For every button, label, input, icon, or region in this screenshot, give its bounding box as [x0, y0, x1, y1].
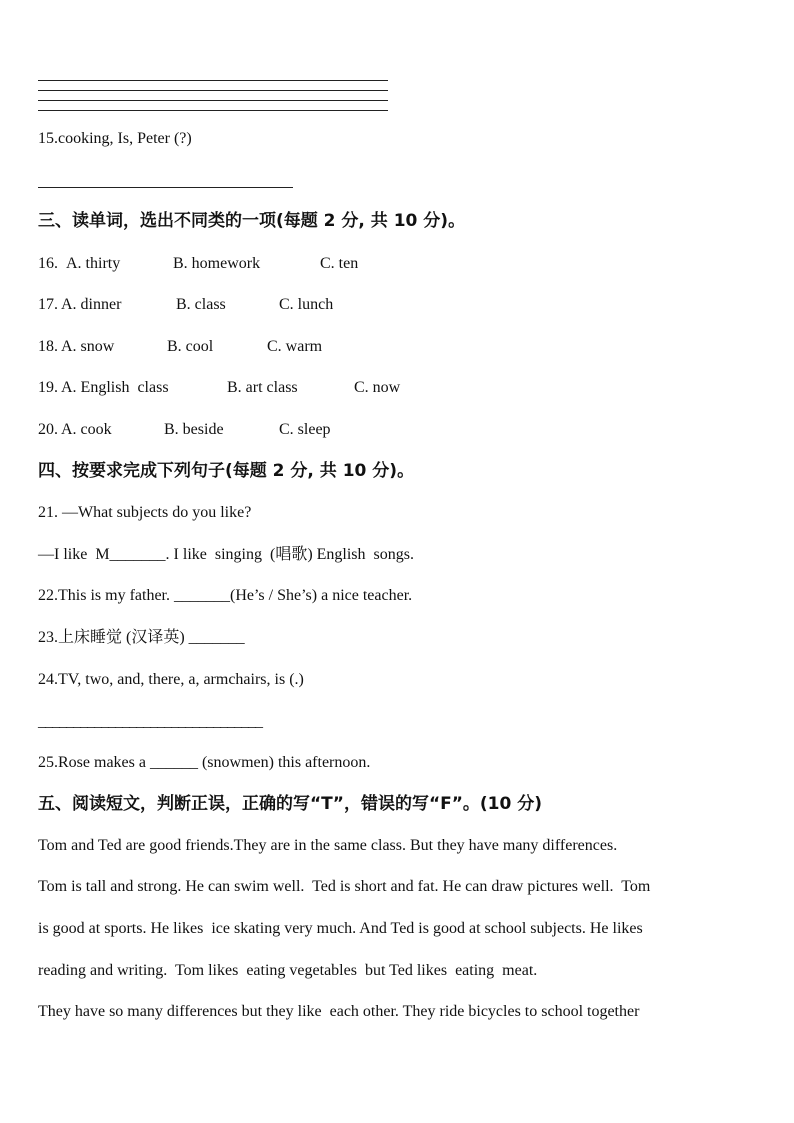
question-22: 22.This is my father. _______(He’s / She’s) a nice teacher. [38, 587, 413, 604]
passage-line-1: Tom and Ted are good friends.They are in the same class. But they have many differences. [38, 837, 618, 854]
answer-rule-2 [38, 90, 388, 91]
answer-rule-1 [38, 80, 388, 81]
question-19-number: 19. [38, 379, 58, 396]
q18-option-a: A. snow [61, 338, 115, 355]
passage-line-5: They have so many differences but they like each other. They ride bicycles to school together [38, 1003, 640, 1020]
q18-option-c: C. warm [267, 338, 323, 355]
question-18 [38, 337, 58, 357]
question-16 [38, 254, 58, 274]
passage-line-4: reading and writing. Tom likes eating vegetables but Ted likes eating meat. [38, 962, 538, 979]
q19-option-a: A. English class [61, 379, 169, 396]
section-4-title: 四、按要求完成下列句子(每题 2 分, 共 10 分)。 [38, 461, 415, 481]
section-3-title: 三、读单词，选出不同类的一项(每题 2 分, 共 10 分)。 [38, 211, 466, 231]
q17-option-b: B. class [176, 296, 226, 313]
q16-option-c: C. ten [320, 255, 359, 272]
q16-option-b: B. homework [173, 255, 261, 272]
q17-option-c: C. lunch [279, 296, 334, 313]
question-23: 23.上床睡觉 (汉译英) _______ [38, 629, 245, 646]
q20-option-b: B. beside [164, 421, 224, 438]
question-19 [38, 378, 58, 398]
question-15: 15.cooking, Is, Peter (?) [38, 130, 192, 147]
question-20-number: 20. [38, 421, 58, 438]
question-24-answer-line: ________________________________ [38, 713, 262, 730]
question-21-prompt: 21. —What subjects do you like? [38, 504, 252, 521]
answer-line-15 [38, 187, 293, 188]
answer-rule-3 [38, 100, 388, 101]
q18-option-b: B. cool [167, 338, 214, 355]
q19-option-c: C. now [354, 379, 401, 396]
q20-option-a: A. cook [61, 421, 112, 438]
question-16-number: 16. [38, 255, 58, 272]
q19-option-b: B. art class [227, 379, 298, 396]
passage-line-2: Tom is tall and strong. He can swim well. Ted is short and fat. He can draw pictures well. Tom [38, 878, 651, 895]
answer-rule-4 [38, 110, 388, 111]
question-25: 25.Rose makes a ______ (snowmen) this afternoon. [38, 754, 371, 771]
question-20 [38, 420, 58, 440]
question-17-number: 17. [38, 296, 58, 313]
question-21-answer: —I like M_______. I like singing (唱歌) English songs. [38, 546, 414, 563]
q20-option-c: C. sleep [279, 421, 331, 438]
question-17 [38, 295, 58, 315]
question-18-number: 18. [38, 338, 58, 355]
section-5-title: 五、阅读短文，判断正误，正确的写“T”，错误的写“F”。(10 分) [38, 794, 543, 814]
passage-line-3: is good at sports. He likes ice skating very much. And Ted is good at school subjects. He likes [38, 920, 643, 937]
q17-option-a: A. dinner [61, 296, 122, 313]
question-24: 24.TV, two, and, there, a, armchairs, is (.) [38, 671, 304, 688]
q16-option-a: A. thirty [66, 255, 121, 272]
